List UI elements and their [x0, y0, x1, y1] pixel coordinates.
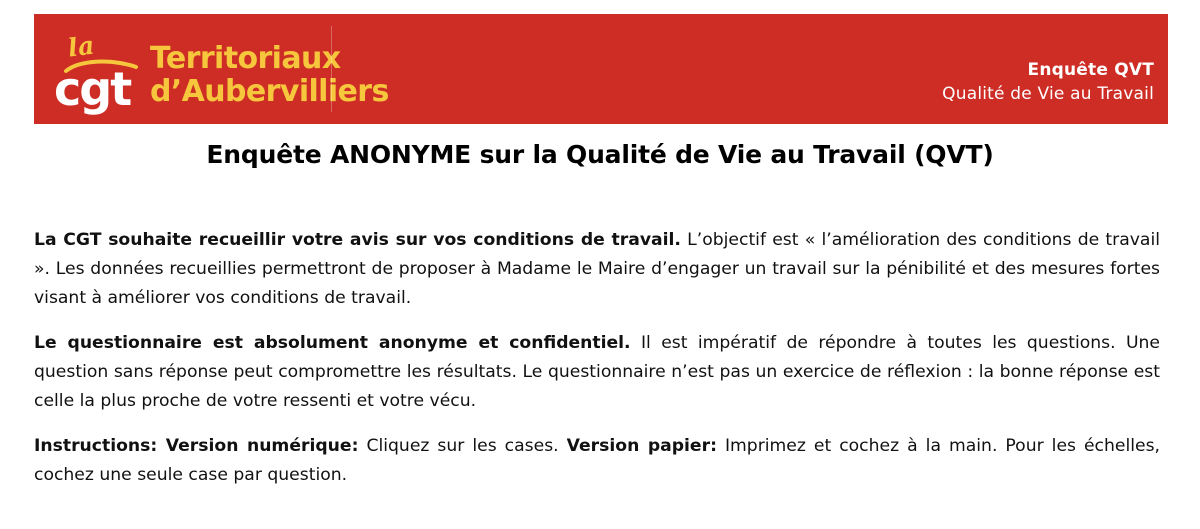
cgt-union-name-line1: Territoriaux [150, 41, 341, 77]
instructions-digital-label: Version numérique: [157, 436, 359, 456]
header-survey-title: Enquête QVT [1027, 60, 1154, 80]
paragraph-instructions [34, 432, 1160, 490]
paragraph-anonymity-lead: Le questionnaire est absolument anonyme et confidentiel. [34, 333, 631, 353]
page-title: Enquête ANONYME sur la Qualité de Vie au Travail (QVT) [206, 140, 994, 169]
instructions-digital-text: Cliquez sur les cases. [358, 436, 567, 456]
paragraph-intro-lead: La CGT souhaite recueillir votre avis sur vos conditions de travail. [34, 230, 681, 250]
cgt-union-name-line2: d’Aubervilliers [150, 73, 389, 109]
paragraph-anonymity [34, 329, 1160, 416]
header-divider [331, 26, 332, 112]
paragraph-anonymity-body: Il est impératif de répondre à toutes les questions. Une question sans réponse peut compromettre les résultats. Le questionnaire n’est pas un exercice de réflexion : la bonne réponse est celle la plus proche de votre ressenti et votre vécu. [34, 333, 1161, 411]
document-body [34, 226, 1160, 490]
paragraph-intro [34, 226, 1160, 313]
header-survey-label [942, 58, 1154, 106]
header-inner [34, 14, 1168, 124]
cgt-la-script: la [66, 30, 97, 63]
cgt-logo-mark [54, 28, 140, 116]
instructions-paper-label: Version papier: [566, 436, 717, 456]
header-survey-subtitle: Qualité de Vie au Travail [942, 84, 1154, 105]
cgt-wordmark: cgt [54, 61, 131, 116]
instructions-label: Instructions: [34, 436, 158, 456]
paragraph-intro-body: L’objectif est « l’amélioration des conditions de travail ». Les données recueillies permettront de proposer à Madame le Maire d’engager un travail sur la pénibilité et des mesures fortes visant à améliorer vos conditions de travail. [34, 230, 1160, 308]
header-banner [34, 14, 1168, 124]
cgt-logo [54, 28, 389, 116]
cgt-union-name [150, 43, 389, 108]
instructions-paper-text: Imprimez et cochez à la main. Pour les échelles, cochez une seule case par question. [34, 436, 1161, 485]
